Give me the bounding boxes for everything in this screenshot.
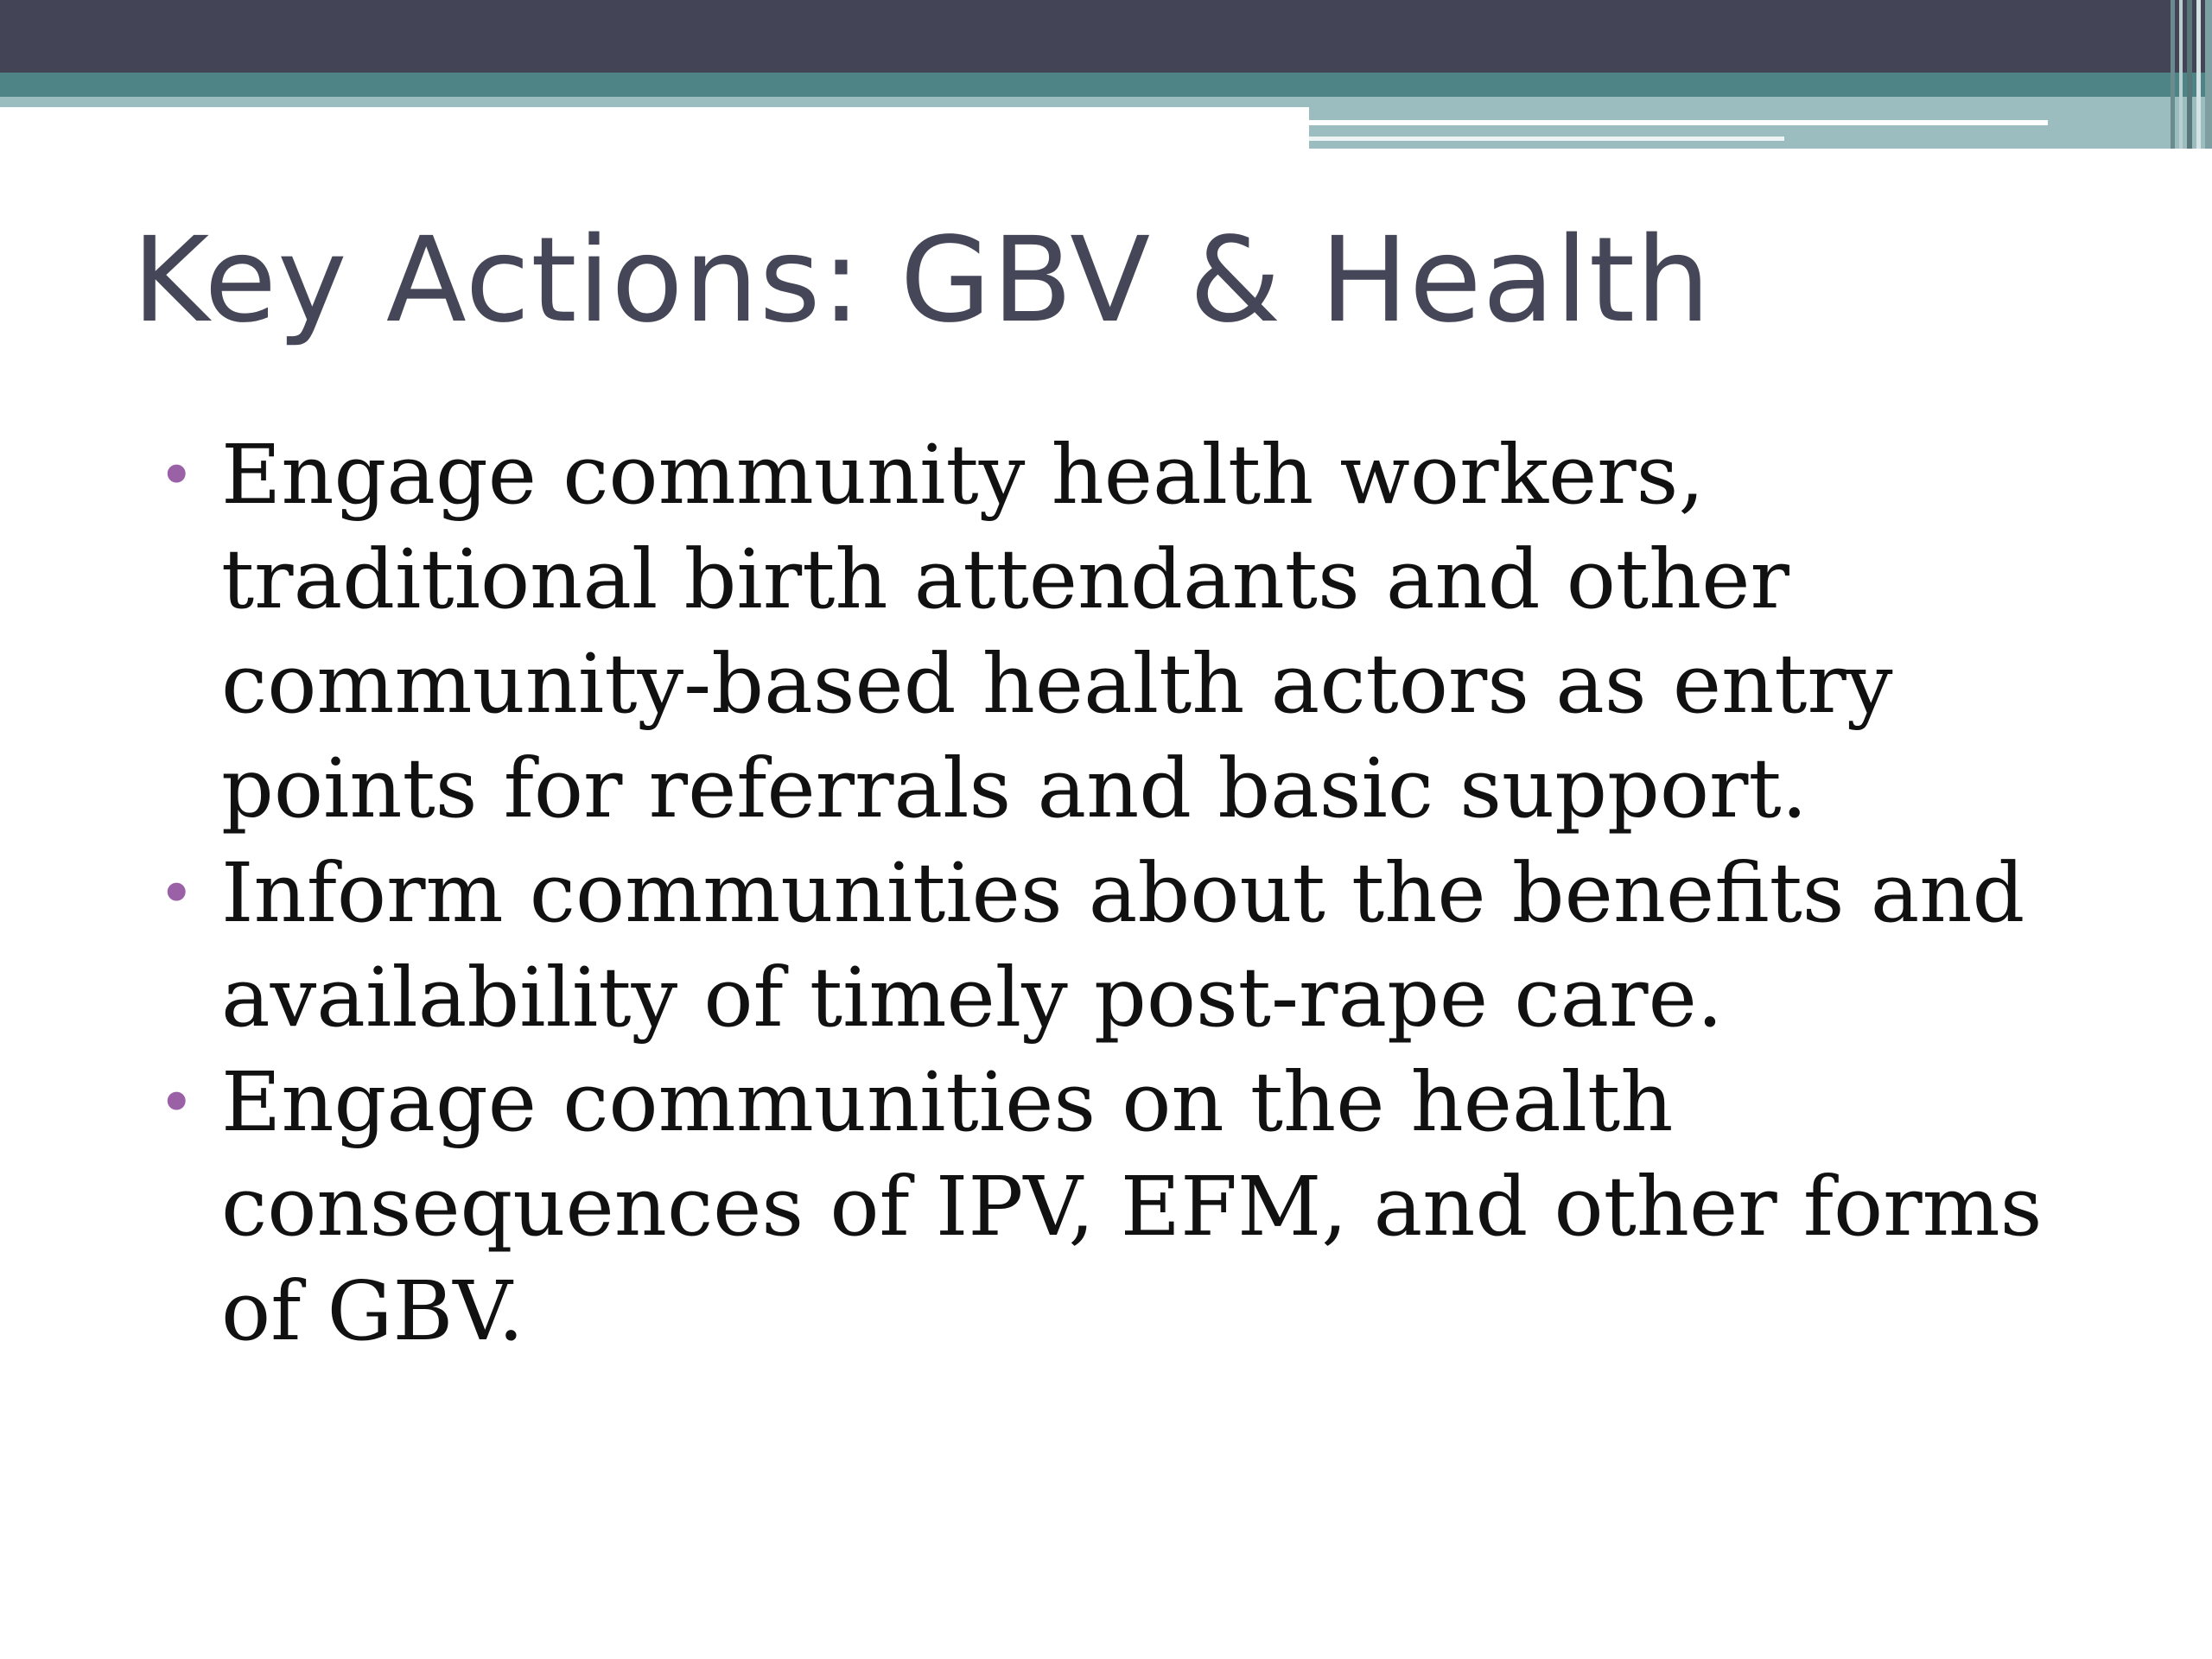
bullet-text: Engage communities on the health consequences of IPV, EFM, and other forms of GBV.	[221, 1055, 2043, 1359]
header-band-teal	[0, 73, 2212, 97]
slide-title: Key Actions: GBV & Health	[132, 213, 1712, 349]
header-white-stripe	[1309, 120, 2048, 125]
edge-line	[2196, 0, 2201, 149]
header-edge-lines	[2152, 0, 2212, 149]
header-white-stripe-secondary	[1309, 137, 1784, 141]
edge-line	[2187, 0, 2192, 149]
bullet-dot-icon: •	[158, 439, 195, 512]
edge-line	[2205, 0, 2212, 149]
bullet-item	[158, 423, 2053, 842]
bullet-dot-icon: •	[158, 1066, 195, 1139]
bullet-text: Inform communities about the benefits and availability of timely post-rape care.	[221, 846, 2025, 1046]
header-band-light-left	[0, 97, 1309, 107]
bullet-text: Engage community health workers, traditional birth attendants and other community-based health actors as entry points for referrals and basic support.	[221, 428, 1893, 836]
bullet-item	[158, 1051, 2053, 1364]
bullet-item	[158, 842, 2053, 1051]
header-band-dark	[0, 0, 2212, 73]
bullet-list	[158, 423, 2053, 1364]
edge-line	[2171, 0, 2175, 149]
edge-line	[2179, 0, 2183, 149]
bullet-dot-icon: •	[158, 857, 195, 930]
